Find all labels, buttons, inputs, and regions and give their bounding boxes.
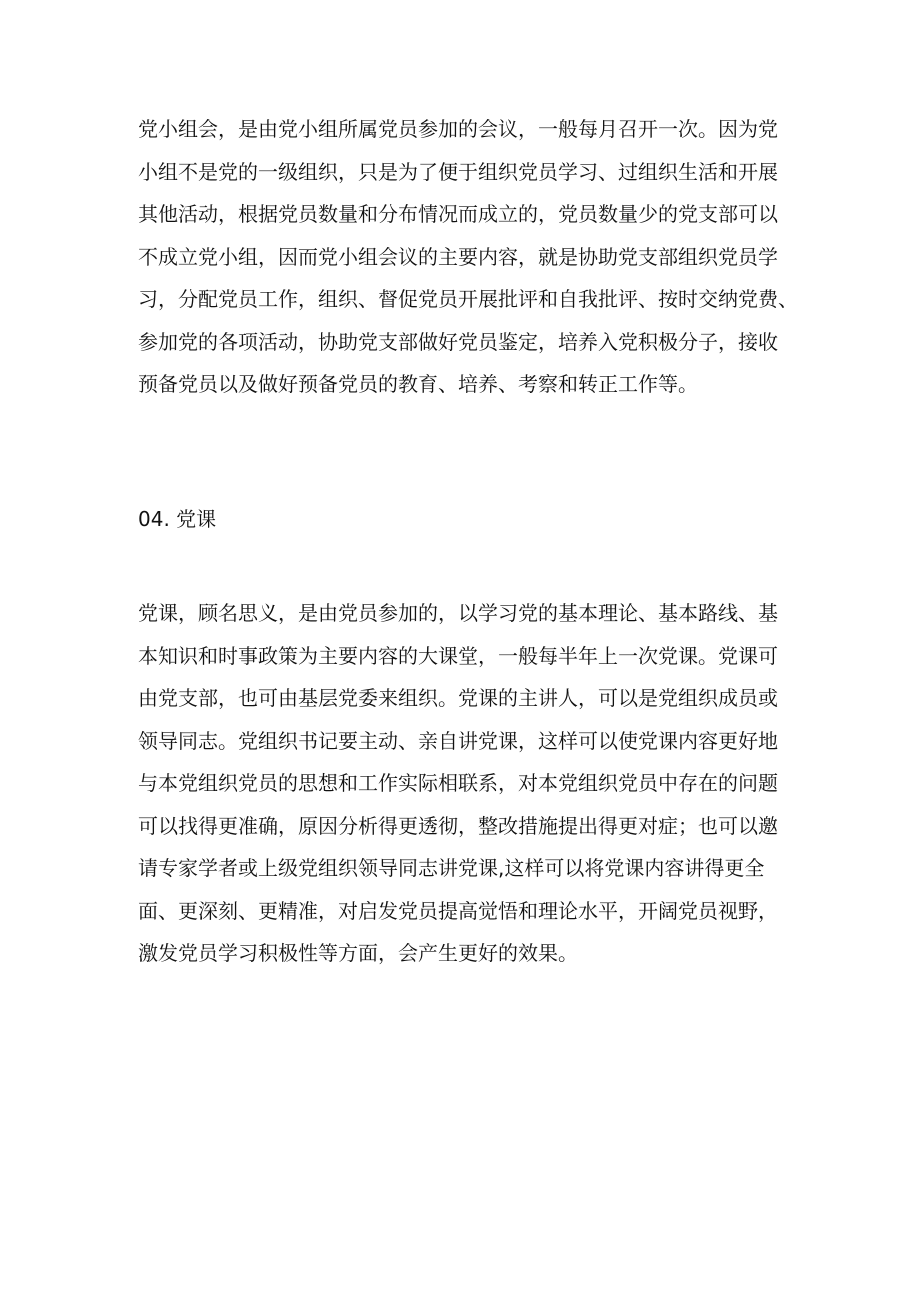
paragraph-line: 领导同志。党组织书记要主动、亲自讲党课，这样可以使党课内容更好地 — [138, 728, 778, 753]
paragraph-line: 党小组会，是由党小组所属党员参加的会议，一般每月召开一次。因为党 — [138, 117, 778, 141]
paragraph-line: 预备党员以及做好预备党员的教育、培养、考察和转正工作等。 — [138, 372, 698, 396]
paragraph-line: 参加党的各项活动，协助党支部做好党员鉴定，培养入党积极分子，接收 — [138, 329, 778, 354]
paragraph-line: 习，分配党员工作，组织、督促党员开展批评和自我批评、按时交纳党费、 — [138, 287, 798, 311]
paragraph-line: 本知识和时事政策为主要内容的大课堂，一般每半年上一次党课。党课可 — [138, 643, 778, 668]
paragraph-party-lecture — [138, 592, 798, 975]
paragraph-line: 与本党组织党员的思想和工作实际相联系，对本党组织党员中存在的问题 — [138, 771, 778, 795]
paragraph-party-group-meeting — [138, 108, 798, 406]
paragraph-line: 可以找得更准确，原因分析得更透彻，整改措施提出得更对症；也可以邀 — [138, 813, 778, 838]
section-heading: 04. 党课 — [138, 507, 217, 531]
paragraph-line: 请专家学者或上级党组织领导同志讲党课,这样可以将党课内容讲得更全 — [138, 856, 765, 880]
paragraph-line: 小组不是党的一级组织，只是为了便于组织党员学习、过组织生活和开展 — [138, 159, 778, 184]
paragraph-line: 由党支部，也可由基层党委来组织。党课的主讲人，可以是党组织成员或 — [138, 686, 778, 710]
paragraph-line: 党课，顾名思义，是由党员参加的，以学习党的基本理论、基本路线、基 — [138, 601, 778, 625]
paragraph-line: 面、更深刻、更精准，对启发党员提高觉悟和理论水平，开阔党员视野， — [138, 898, 778, 923]
paragraph-line: 其他活动，根据党员数量和分布情况而成立的，党员数量少的党支部可以 — [138, 202, 778, 226]
paragraph-line: 激发党员学习积极性等方面，会产生更好的效果。 — [138, 941, 578, 965]
paragraph-line: 不成立党小组，因而党小组会议的主要内容，就是协助党支部组织党员学 — [138, 244, 778, 269]
